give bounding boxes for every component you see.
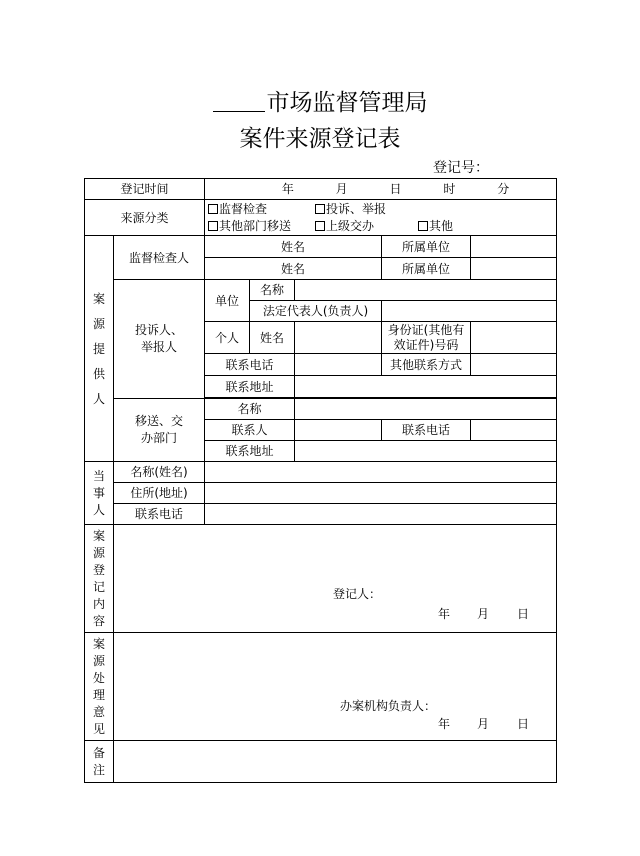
reg-time-field[interactable] [205,179,557,200]
person-label: 个人 [205,322,250,354]
option-inspection[interactable]: 监督检查 [208,201,315,218]
inspector-unit-field-1[interactable] [471,236,557,258]
id-field[interactable] [471,322,557,354]
inspector-label: 监督检查人 [114,236,205,280]
transfer-name-field[interactable] [295,399,557,420]
transfer-dept-label: 移送、交办部门 [114,399,205,462]
transfer-phone-field[interactable] [471,420,557,441]
legal-rep-field[interactable] [382,301,557,322]
content-label: 案 源 登 记 内 容 [85,525,114,633]
option-transfer[interactable]: 其他部门移送 [208,218,315,235]
opinion-year-label: 年 [438,717,451,731]
id-label: 身份证(其他有效证件)号码 [382,322,471,354]
checkbox-icon[interactable] [315,204,325,214]
inspector-name-label-2: 姓名 [205,258,382,280]
transfer-contact-label: 联系人 [205,420,295,441]
complainant-label: 投诉人、举报人 [114,280,205,399]
complainant-address-label: 联系地址 [205,376,295,398]
year-label: 年 [281,182,294,196]
transfer-contact-field[interactable] [295,420,382,441]
hour-label: 时 [443,182,456,196]
option-superior[interactable]: 上级交办 [315,218,418,235]
party-name-label: 名称(姓名) [114,462,205,483]
remark-field[interactable] [114,741,557,783]
title-text-1: 市场监督管理局 [266,90,428,116]
checkbox-icon[interactable] [315,221,325,231]
option-complaint[interactable]: 投诉、举报 [315,202,386,216]
case-source-form [84,178,557,783]
transfer-name-label: 名称 [205,399,295,420]
title-line-2: 案件来源登记表 [239,126,401,152]
inspector-unit-field-2[interactable] [471,258,557,280]
bureau-blank[interactable] [213,91,265,112]
source-type-label: 来源分类 [85,200,205,236]
party-label: 当 事 人 [85,462,114,525]
content-month-label: 月 [477,607,490,621]
inspector-unit-label-1: 所属单位 [382,236,471,258]
transfer-address-field[interactable] [295,441,557,462]
person-name-field[interactable] [295,322,382,354]
transfer-address-label: 联系地址 [205,441,295,462]
other-contact-label: 其他联系方式 [382,354,471,376]
registration-number-label: 登记号： [433,160,489,176]
other-contact-field[interactable] [471,354,557,376]
checkbox-icon[interactable] [208,204,218,214]
minute-label: 分 [497,182,510,196]
checkbox-icon[interactable] [208,221,218,231]
inspector-name-label-1: 姓名 [205,236,382,258]
content-field[interactable] [114,525,557,633]
party-phone-field[interactable] [205,504,557,525]
provider-label: 案 源 提 供 人 [85,236,114,462]
content-year-label: 年 [438,607,451,621]
title-line-1 [0,84,640,117]
person-name-label: 姓名 [250,322,295,354]
day-label: 日 [389,182,402,196]
party-phone-label: 联系电话 [114,504,205,525]
opinion-signer-label: 办案机构负责人： [340,699,437,713]
content-signer-label: 登记人： [333,587,382,601]
opinion-label: 案 源 处 理 意 见 [85,633,114,741]
content-day-label: 日 [517,607,530,621]
complainant-phone-label: 联系电话 [205,354,295,376]
opinion-month-label: 月 [477,717,490,731]
org-name-field[interactable] [295,280,557,301]
remark-label: 备 注 [85,741,114,783]
complainant-address-field[interactable] [295,376,557,398]
party-residence-field[interactable] [205,483,557,504]
opinion-field[interactable] [114,633,557,741]
transfer-phone-label: 联系电话 [382,420,471,441]
opinion-day-label: 日 [517,717,530,731]
legal-rep-label: 法定代表人(负责人) [250,301,382,322]
source-type-options [205,200,557,236]
checkbox-icon[interactable] [418,221,428,231]
reg-time-label: 登记时间 [85,179,205,200]
party-name-field[interactable] [205,462,557,483]
option-other[interactable]: 其他 [418,219,453,233]
inspector-unit-label-2: 所属单位 [382,258,471,280]
party-residence-label: 住所(地址) [114,483,205,504]
org-name-label: 名称 [250,280,295,301]
complainant-phone-field[interactable] [295,354,382,376]
org-label: 单位 [205,280,250,322]
month-label: 月 [335,182,348,196]
